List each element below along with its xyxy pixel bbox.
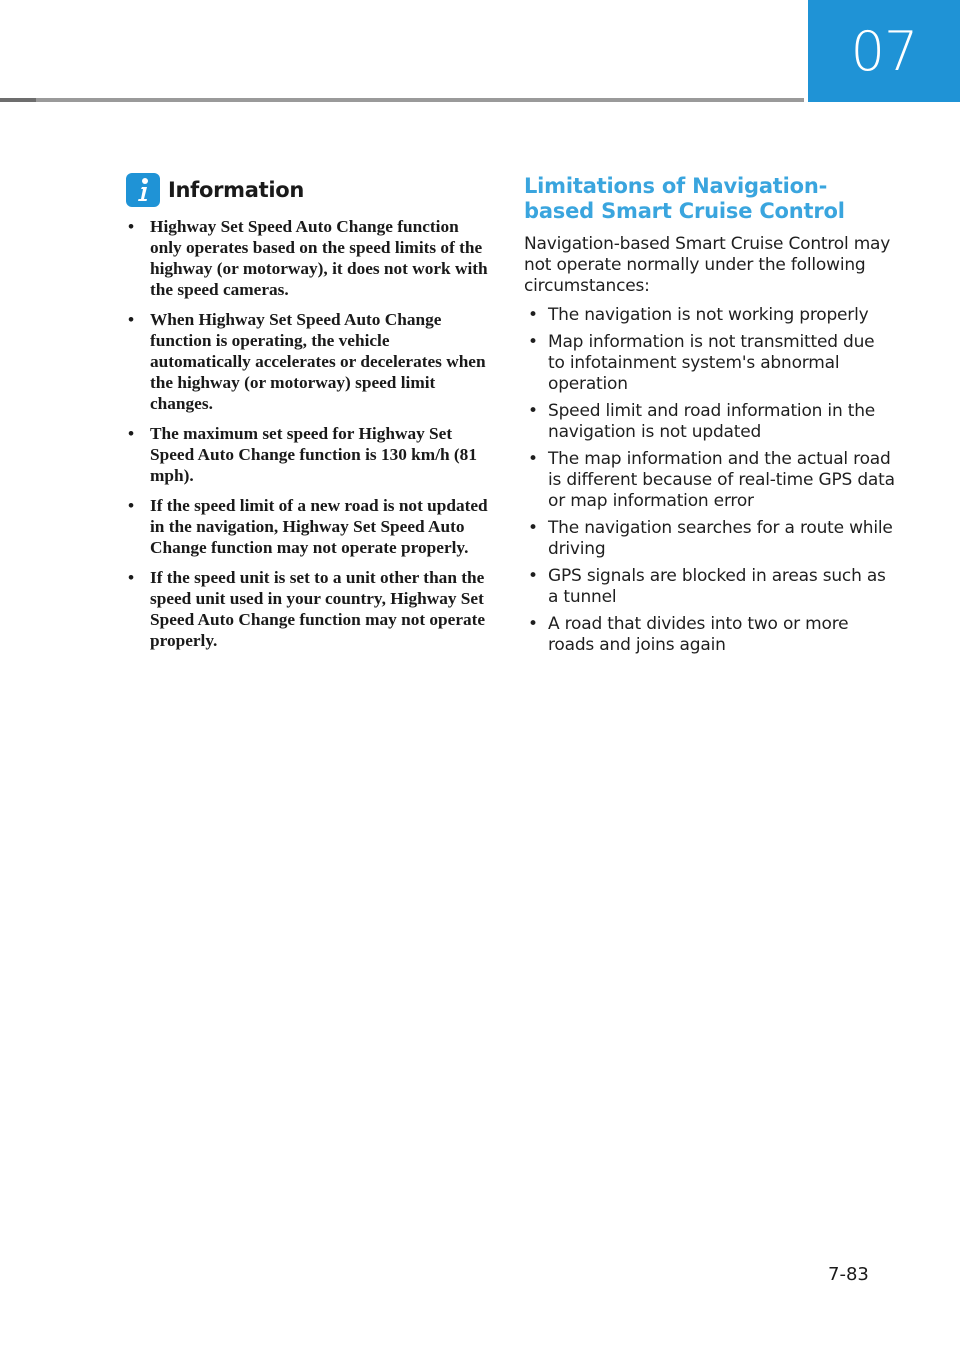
header-rule-accent xyxy=(0,98,36,102)
chapter-number: 07 xyxy=(850,19,918,83)
information-header xyxy=(126,172,488,208)
list-item-text: The navigation is not working properly xyxy=(548,305,869,325)
list-item xyxy=(126,423,488,486)
list-item-text: A road that divides into two or more roads and joins again xyxy=(548,614,849,655)
bullet: • xyxy=(128,496,135,515)
list-item xyxy=(126,309,488,414)
list-item-text: The maximum set speed for Highway Set Speed Auto Change function is 130 km/h (81 mph). xyxy=(150,424,477,485)
list-item xyxy=(126,216,488,300)
bullet: • xyxy=(128,568,135,587)
list-item-text: Highway Set Speed Auto Change function only operates based on the speed limits of the highway (or motorway), it does not work with the speed cameras. xyxy=(150,217,488,299)
list-item xyxy=(524,566,896,608)
section-intro: Navigation-based Smart Cruise Control may not operate normally under the following circumstances: xyxy=(524,234,891,296)
page-number: 7-83 xyxy=(828,1264,869,1285)
bullet: • xyxy=(128,310,135,329)
list-item xyxy=(524,449,896,512)
bullet: • xyxy=(128,217,135,236)
list-item xyxy=(524,332,896,395)
information-title: Information xyxy=(168,178,305,202)
bullet: • xyxy=(128,424,135,443)
list-item-text: Map information is not transmitted due to infotainment system's abnormal operation xyxy=(548,332,875,394)
list-item-text: The navigation searches for a route while driving xyxy=(548,518,893,559)
bullet: • xyxy=(528,518,538,538)
list-item-text: Speed limit and road information in the navigation is not updated xyxy=(548,401,876,442)
bullet: • xyxy=(528,401,538,421)
list-item xyxy=(524,518,896,560)
list-item xyxy=(126,567,488,651)
list-item-text: If the speed limit of a new road is not updated in the navigation, Highway Set Speed Auto Change function may not operate properly. xyxy=(150,496,488,557)
list-item-text: If the speed unit is set to a unit other than the speed unit used in your country, Highway Set Speed Auto Change function may not operate properly. xyxy=(150,568,486,650)
header-rule xyxy=(0,98,804,102)
limitations-list xyxy=(524,305,896,656)
info-icon xyxy=(126,173,160,207)
limitations-section xyxy=(524,174,896,662)
list-item xyxy=(524,614,896,656)
list-item xyxy=(126,495,488,558)
list-item xyxy=(524,401,896,443)
bullet: • xyxy=(528,305,538,325)
bullet: • xyxy=(528,614,538,634)
information-box xyxy=(126,172,488,660)
section-title: Limitations of Navigation-based Smart Cruise Control xyxy=(524,174,845,223)
list-item-text: GPS signals are blocked in areas such as a tunnel xyxy=(548,566,886,607)
list-item-text: When Highway Set Speed Auto Change function is operating, the vehicle automatically accelerates or decelerates when the highway (or motorway) speed limit changes. xyxy=(150,310,486,413)
chapter-tab xyxy=(808,0,960,102)
bullet: • xyxy=(528,332,538,352)
list-item xyxy=(524,305,896,326)
information-list xyxy=(126,216,488,651)
bullet: • xyxy=(528,449,538,469)
bullet: • xyxy=(528,566,538,586)
list-item-text: The map information and the actual road is different because of real-time GPS data or map information error xyxy=(548,449,895,511)
